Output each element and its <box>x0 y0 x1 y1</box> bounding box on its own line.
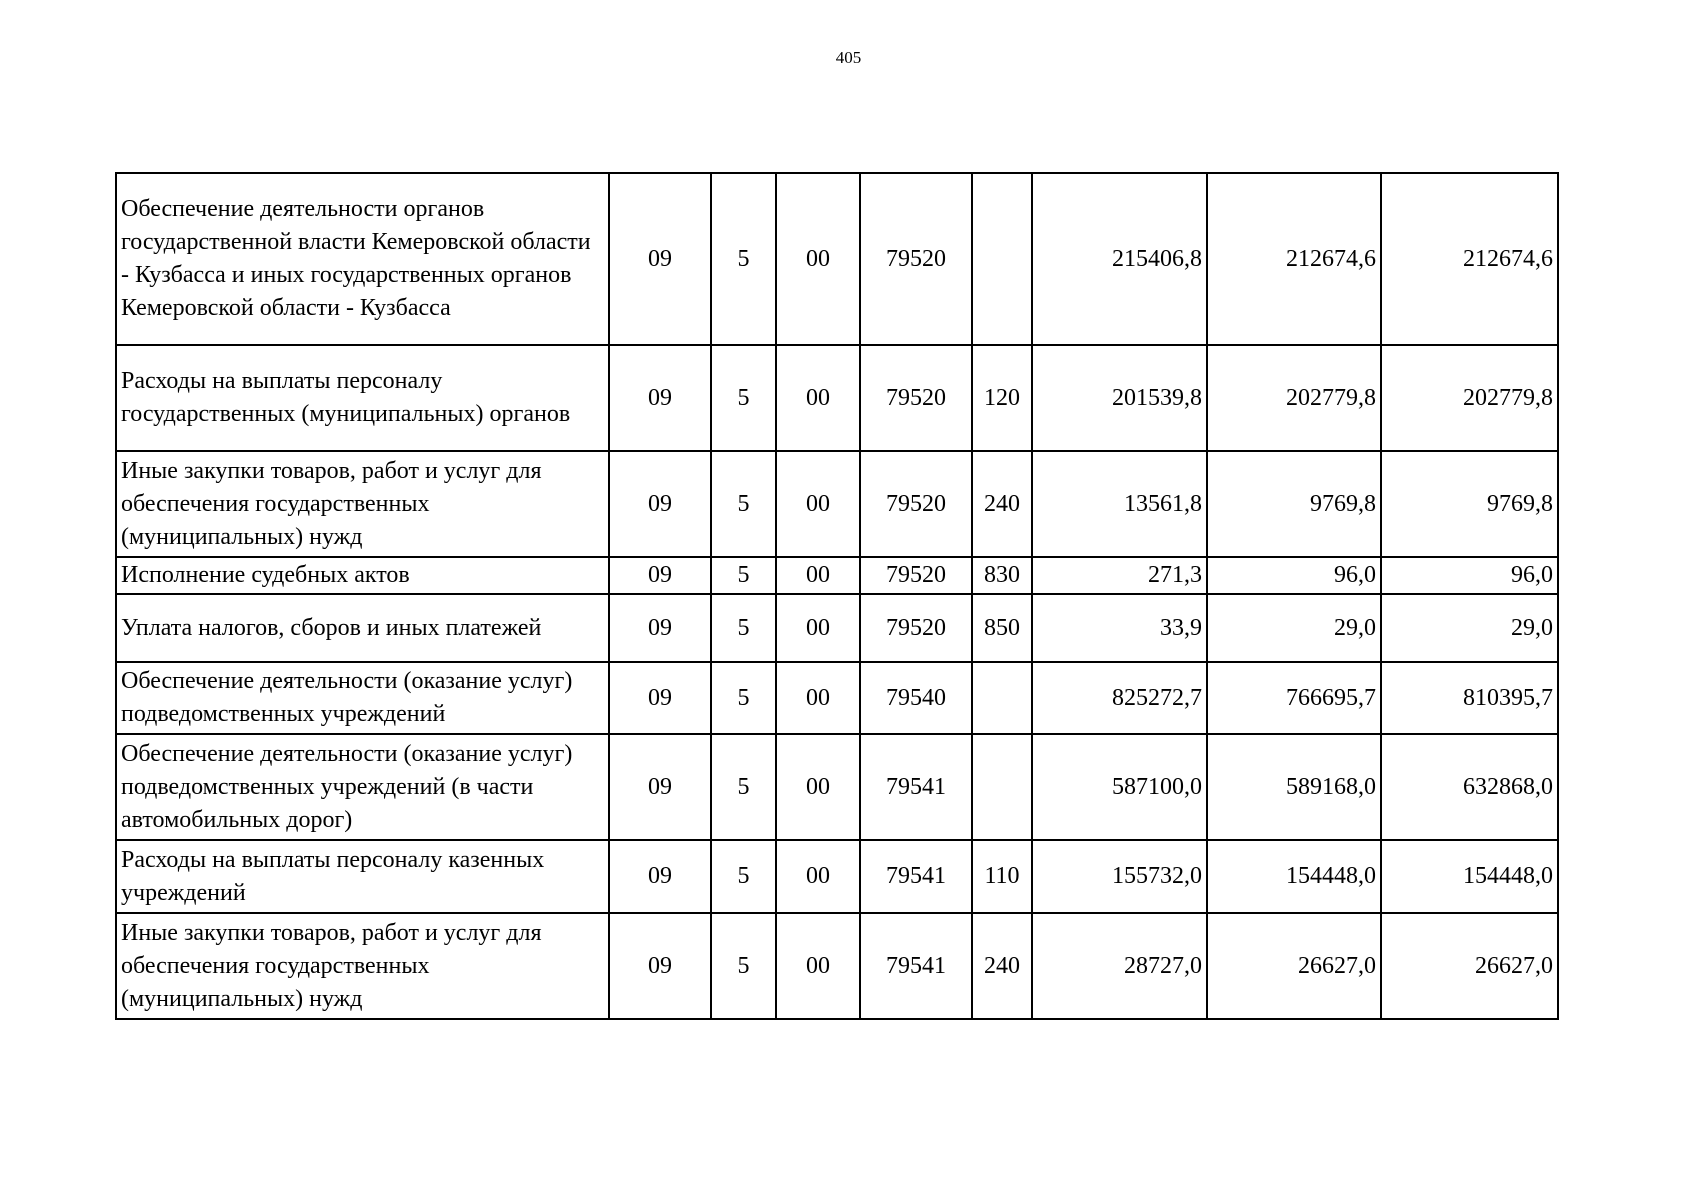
subsection-code: 5 <box>711 840 776 913</box>
amount-year-2: 96,0 <box>1207 557 1381 594</box>
section-code: 09 <box>609 840 711 913</box>
amount-year-3: 202779,8 <box>1381 345 1558 451</box>
table-row <box>116 662 1558 734</box>
target-article-code: 79520 <box>860 345 972 451</box>
row-description: Обеспечение деятельности (оказание услуг) подведомственных учреждений (в части автомобильных дорог) <box>116 734 609 840</box>
amount-year-1: 587100,0 <box>1032 734 1207 840</box>
section-code: 09 <box>609 173 711 345</box>
expense-type-code <box>972 173 1032 345</box>
amount-year-3: 212674,6 <box>1381 173 1558 345</box>
subsection-code: 5 <box>711 594 776 662</box>
subsection-code: 5 <box>711 345 776 451</box>
subsection-code: 5 <box>711 662 776 734</box>
subsection-code: 5 <box>711 173 776 345</box>
row-description: Уплата налогов, сборов и иных платежей <box>116 594 609 662</box>
amount-year-2: 26627,0 <box>1207 913 1381 1019</box>
section-code: 09 <box>609 913 711 1019</box>
expense-type-code: 120 <box>972 345 1032 451</box>
table-row <box>116 734 1558 840</box>
amount-year-3: 154448,0 <box>1381 840 1558 913</box>
program-code: 00 <box>776 594 860 662</box>
expense-type-code: 830 <box>972 557 1032 594</box>
expense-type-code: 850 <box>972 594 1032 662</box>
table-row <box>116 173 1558 345</box>
program-code: 00 <box>776 451 860 557</box>
budget-table <box>115 172 1559 1020</box>
section-code: 09 <box>609 451 711 557</box>
amount-year-2: 154448,0 <box>1207 840 1381 913</box>
amount-year-3: 9769,8 <box>1381 451 1558 557</box>
row-description: Обеспечение деятельности органов государственной власти Кемеровской области - Кузбасса и иных государственных органов Кемеровской области - Кузбасса <box>116 173 609 345</box>
amount-year-2: 589168,0 <box>1207 734 1381 840</box>
row-description: Иные закупки товаров, работ и услуг для обеспечения государственных (муниципальных) нужд <box>116 451 609 557</box>
program-code: 00 <box>776 662 860 734</box>
amount-year-3: 632868,0 <box>1381 734 1558 840</box>
subsection-code: 5 <box>711 557 776 594</box>
target-article-code: 79541 <box>860 840 972 913</box>
subsection-code: 5 <box>711 913 776 1019</box>
amount-year-1: 155732,0 <box>1032 840 1207 913</box>
amount-year-1: 201539,8 <box>1032 345 1207 451</box>
table-row <box>116 557 1558 594</box>
program-code: 00 <box>776 345 860 451</box>
target-article-code: 79541 <box>860 734 972 840</box>
program-code: 00 <box>776 734 860 840</box>
amount-year-2: 29,0 <box>1207 594 1381 662</box>
program-code: 00 <box>776 840 860 913</box>
subsection-code: 5 <box>711 451 776 557</box>
table-row <box>116 451 1558 557</box>
section-code: 09 <box>609 662 711 734</box>
amount-year-1: 13561,8 <box>1032 451 1207 557</box>
row-description: Исполнение судебных актов <box>116 557 609 594</box>
table-row <box>116 594 1558 662</box>
amount-year-3: 26627,0 <box>1381 913 1558 1019</box>
target-article-code: 79520 <box>860 557 972 594</box>
target-article-code: 79520 <box>860 173 972 345</box>
section-code: 09 <box>609 345 711 451</box>
amount-year-3: 810395,7 <box>1381 662 1558 734</box>
section-code: 09 <box>609 734 711 840</box>
amount-year-1: 825272,7 <box>1032 662 1207 734</box>
expense-type-code <box>972 662 1032 734</box>
amount-year-1: 215406,8 <box>1032 173 1207 345</box>
amount-year-1: 28727,0 <box>1032 913 1207 1019</box>
target-article-code: 79520 <box>860 451 972 557</box>
amount-year-1: 271,3 <box>1032 557 1207 594</box>
table-row <box>116 913 1558 1019</box>
amount-year-2: 9769,8 <box>1207 451 1381 557</box>
section-code: 09 <box>609 594 711 662</box>
program-code: 00 <box>776 913 860 1019</box>
table-row <box>116 345 1558 451</box>
page-number: 405 <box>835 48 862 67</box>
row-description: Иные закупки товаров, работ и услуг для обеспечения государственных (муниципальных) нужд <box>116 913 609 1019</box>
amount-year-3: 29,0 <box>1381 594 1558 662</box>
row-description: Расходы на выплаты персоналу казенных учреждений <box>116 840 609 913</box>
target-article-code: 79541 <box>860 913 972 1019</box>
target-article-code: 79520 <box>860 594 972 662</box>
target-article-code: 79540 <box>860 662 972 734</box>
subsection-code: 5 <box>711 734 776 840</box>
program-code: 00 <box>776 557 860 594</box>
table-row <box>116 840 1558 913</box>
expense-type-code: 240 <box>972 451 1032 557</box>
program-code: 00 <box>776 173 860 345</box>
row-description: Обеспечение деятельности (оказание услуг) подведомственных учреждений <box>116 662 609 734</box>
amount-year-2: 212674,6 <box>1207 173 1381 345</box>
amount-year-3: 96,0 <box>1381 557 1558 594</box>
section-code: 09 <box>609 557 711 594</box>
expense-type-code: 240 <box>972 913 1032 1019</box>
amount-year-2: 202779,8 <box>1207 345 1381 451</box>
expense-type-code <box>972 734 1032 840</box>
amount-year-2: 766695,7 <box>1207 662 1381 734</box>
amount-year-1: 33,9 <box>1032 594 1207 662</box>
expense-type-code: 110 <box>972 840 1032 913</box>
row-description: Расходы на выплаты персоналу государственных (муниципальных) органов <box>116 345 609 451</box>
